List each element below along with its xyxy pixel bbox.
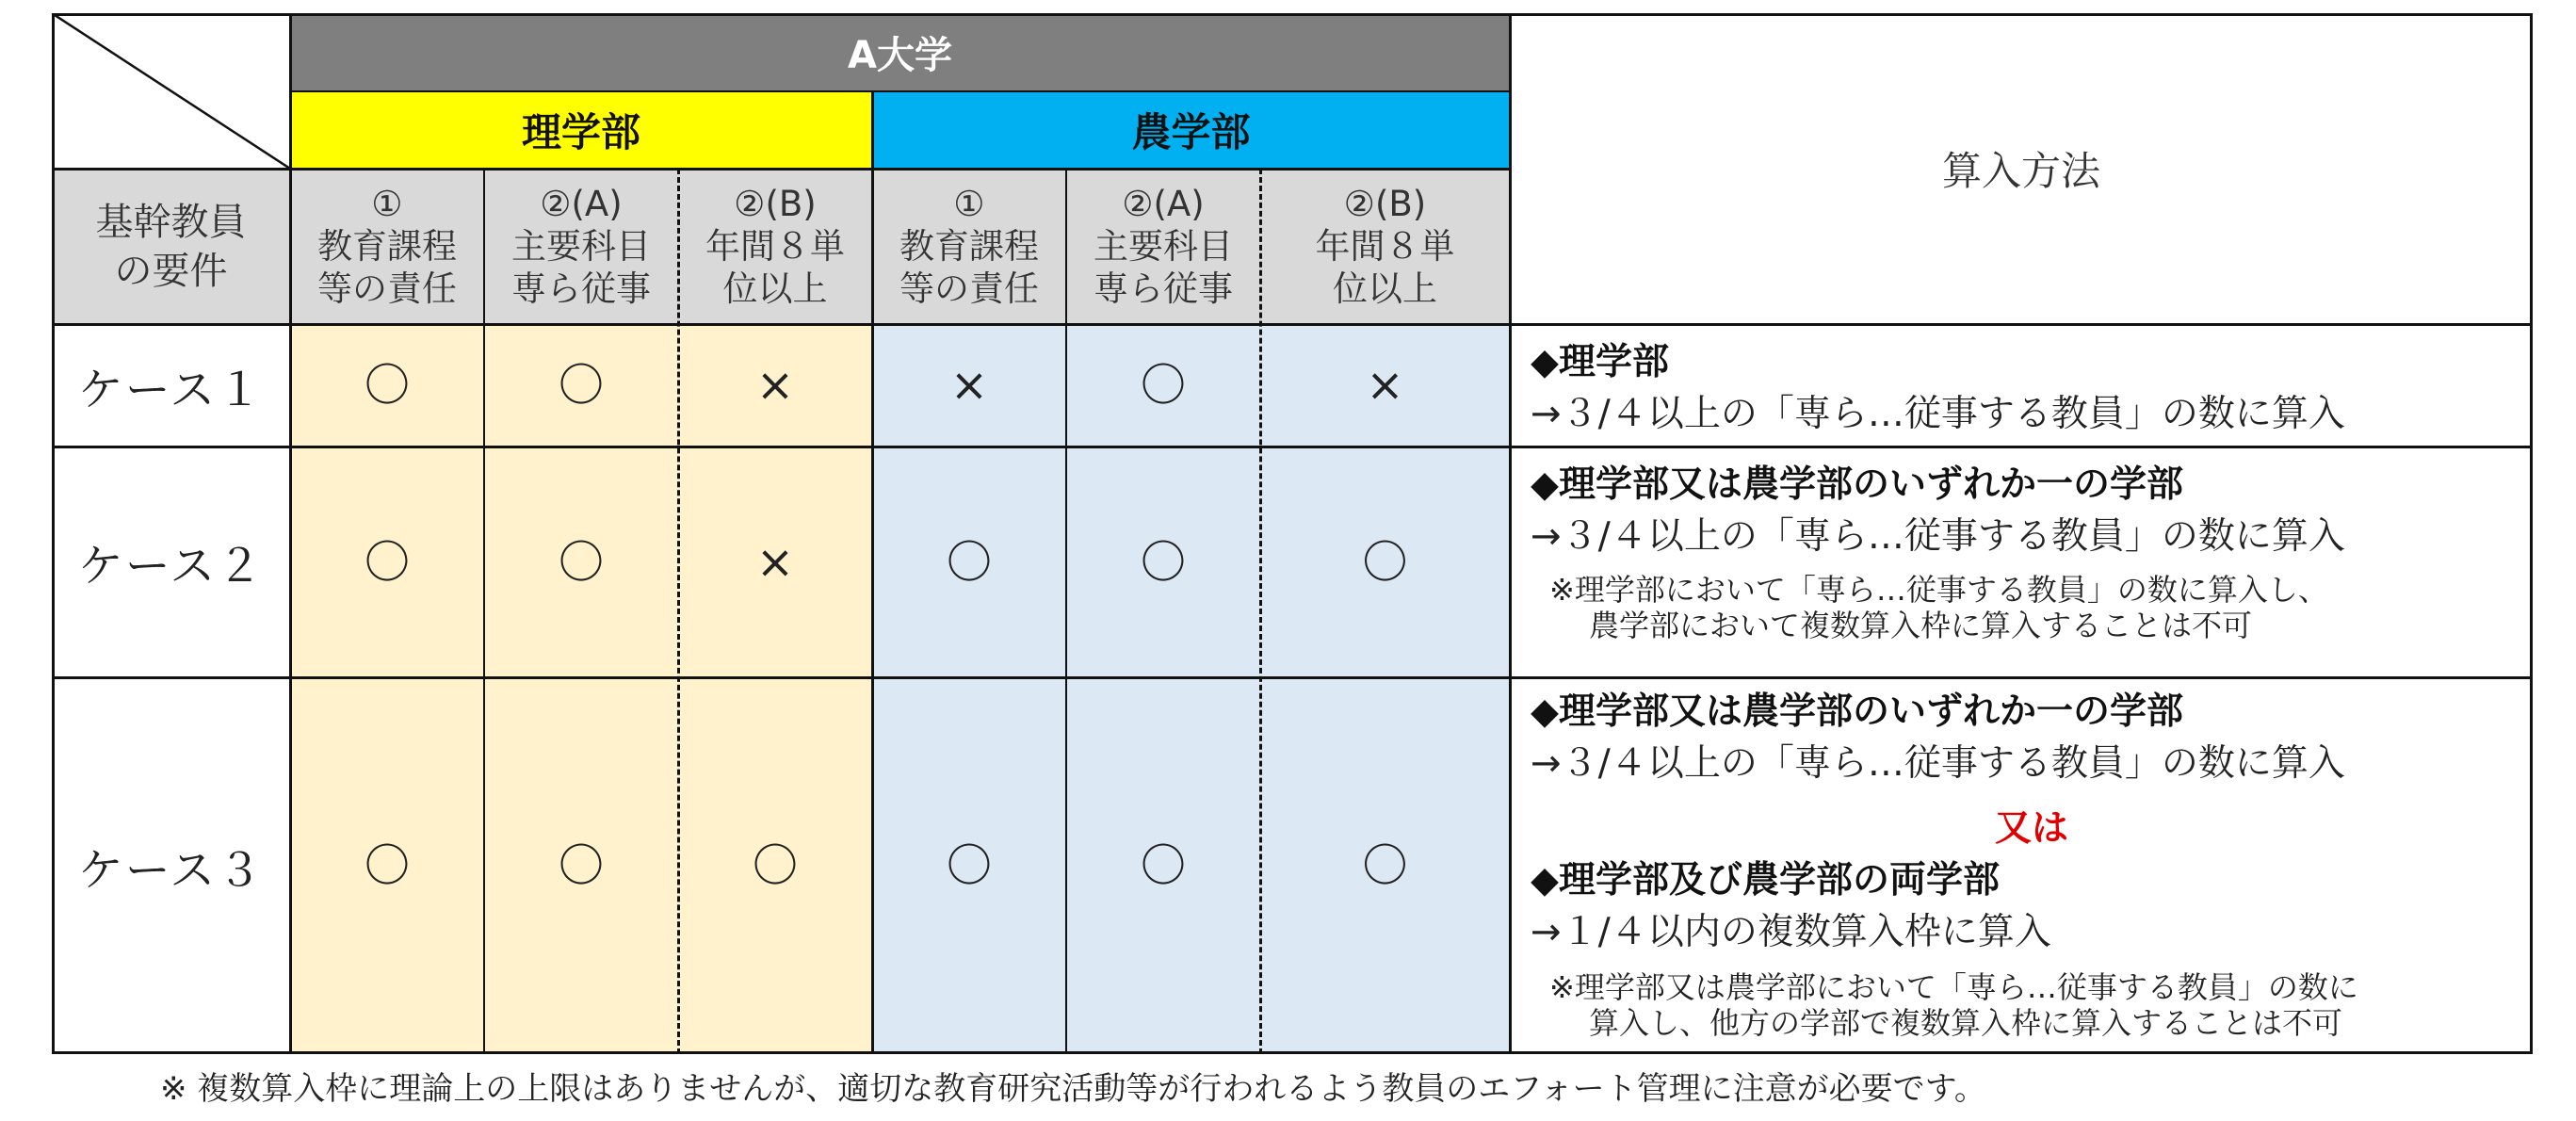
case1-mark xyxy=(290,324,484,447)
case1-method xyxy=(1510,329,2533,447)
dashed-divider xyxy=(677,169,680,1054)
border-right xyxy=(2530,13,2533,1054)
mark-symbol: × xyxy=(755,535,795,589)
criterion-line: 教育課程 xyxy=(317,226,457,267)
method-line: →３/４以上の「専ら…従事する教員」の数に算入 xyxy=(1531,393,2345,435)
method-note: ※理学部において「専ら…従事する教員」の数に算入し、 xyxy=(1549,572,2328,608)
case1-mark xyxy=(1260,324,1510,447)
mark-symbol: × xyxy=(949,359,989,412)
case1-mark xyxy=(1066,324,1260,447)
method-header xyxy=(1510,13,2533,324)
mark-symbol: 〇 xyxy=(1140,839,1186,892)
mark-symbol: × xyxy=(1366,359,1404,412)
case-label xyxy=(52,447,290,677)
requirement-label-line1: 基幹教員 xyxy=(95,200,247,244)
criterion-line: 等の責任 xyxy=(317,268,457,309)
case1-mark xyxy=(678,324,872,447)
criterion-header-agriculture-2a xyxy=(1066,169,1260,324)
criterion-header-science-1 xyxy=(290,169,484,324)
criterion-line: 教育課程 xyxy=(899,226,1039,267)
criterion-header-agriculture-1 xyxy=(872,169,1066,324)
criterion-line: 専ら従事 xyxy=(511,268,651,309)
requirement-label-line2: の要件 xyxy=(114,249,228,293)
dashed-divider xyxy=(1259,169,1262,1054)
case3-mark xyxy=(1066,677,1260,1054)
university-name: A大学 xyxy=(848,34,952,77)
criterion-num: ②(B) xyxy=(1343,184,1427,224)
mark-symbol: 〇 xyxy=(752,839,798,892)
criterion-line: 主要科目 xyxy=(511,226,651,267)
mark-symbol: 〇 xyxy=(1362,839,1408,892)
requirement-label-cell xyxy=(52,169,290,324)
case2-method xyxy=(1510,451,2533,677)
divider xyxy=(289,13,292,1054)
divider xyxy=(1509,13,1512,1054)
mark-symbol: 〇 xyxy=(1140,359,1186,412)
divider xyxy=(871,91,874,1054)
criterion-line: 位以上 xyxy=(722,268,828,309)
method-heading: ◆理学部及び農学部の両学部 xyxy=(1531,859,2000,902)
requirements-table xyxy=(52,13,2533,1054)
case3-mark xyxy=(872,677,1066,1054)
mark-symbol: 〇 xyxy=(558,359,604,412)
case3-mark xyxy=(484,677,678,1054)
faculty-science-header xyxy=(290,91,872,169)
case-label-text: ケース１ xyxy=(77,363,265,416)
case2-mark xyxy=(484,447,678,677)
case2-mark xyxy=(1066,447,1260,677)
mark-symbol: 〇 xyxy=(558,839,604,892)
mark-symbol: 〇 xyxy=(946,535,992,589)
method-title: 算入方法 xyxy=(1941,148,2100,194)
diagonal-line xyxy=(52,13,290,169)
divider xyxy=(1065,169,1067,1054)
criterion-line: 位以上 xyxy=(1333,268,1437,309)
mark-symbol: 〇 xyxy=(364,359,410,412)
case2-mark xyxy=(1260,447,1510,677)
case3-mark xyxy=(1260,677,1510,1054)
method-heading: ◆理学部又は農学部のいずれか一の学部 xyxy=(1531,463,2183,506)
divider xyxy=(290,90,1510,92)
border-top xyxy=(52,13,2533,16)
case1-mark xyxy=(872,324,1066,447)
case-label xyxy=(52,677,290,1054)
case2-mark xyxy=(678,447,872,677)
case-label xyxy=(52,324,290,447)
case1-mark xyxy=(484,324,678,447)
criterion-num: ②(A) xyxy=(1122,184,1205,224)
case3-mark xyxy=(678,677,872,1054)
method-or: 又は xyxy=(1994,807,2068,850)
criterion-num: ① xyxy=(953,184,985,224)
criterion-header-science-2b xyxy=(678,169,872,324)
divider xyxy=(483,169,485,1054)
criterion-line: 等の責任 xyxy=(899,268,1039,309)
mark-symbol: 〇 xyxy=(1362,535,1408,589)
case2-mark xyxy=(290,447,484,677)
footnote: ※ 複数算入枠に理論上の上限はありませんが、適切な教育研究活動等が行われるよう教員のエフォート管理に注意が必要です。 xyxy=(160,1070,1986,1108)
faculty-agriculture-name: 農学部 xyxy=(1131,109,1251,155)
case-label-text: ケース２ xyxy=(77,540,265,593)
divider xyxy=(52,323,2533,326)
diagonal-corner-cell xyxy=(52,13,290,169)
criterion-header-agriculture-2b xyxy=(1260,169,1510,324)
criterion-line: 年間８単 xyxy=(705,226,845,267)
mark-symbol: 〇 xyxy=(364,535,410,589)
case3-mark xyxy=(290,677,484,1054)
criterion-line: 主要科目 xyxy=(1094,226,1233,267)
divider xyxy=(52,168,1510,171)
mark-symbol: 〇 xyxy=(364,839,410,892)
method-note: 算入し、他方の学部で複数算入枠に算入することは不可 xyxy=(1589,1005,2343,1041)
method-heading: ◆理学部又は農学部のいずれか一の学部 xyxy=(1531,690,2183,733)
mark-symbol: × xyxy=(755,359,795,412)
divider xyxy=(52,676,2533,679)
case2-mark xyxy=(872,447,1066,677)
criterion-line: 専ら従事 xyxy=(1094,268,1233,309)
border-bottom xyxy=(52,1051,2533,1054)
mark-symbol: 〇 xyxy=(1140,535,1186,589)
criterion-num: ②(B) xyxy=(734,184,817,224)
method-line: →３/４以上の「専ら…従事する教員」の数に算入 xyxy=(1531,515,2345,558)
method-note: ※理学部又は農学部において「専ら…従事する教員」の数に xyxy=(1549,969,2358,1005)
criterion-num: ① xyxy=(371,184,403,224)
border-left xyxy=(52,13,55,1054)
divider xyxy=(52,446,2533,448)
method-heading: ◆理学部 xyxy=(1531,341,1669,383)
criterion-num: ②(A) xyxy=(540,184,623,224)
university-header xyxy=(290,13,1510,91)
criterion-line: 年間８単 xyxy=(1315,226,1455,267)
faculty-science-name: 理学部 xyxy=(521,109,640,155)
method-note: 農学部において複数算入枠に算入することは不可 xyxy=(1589,608,2253,643)
method-line: →３/４以上の「専ら…従事する教員」の数に算入 xyxy=(1531,742,2345,785)
case-label-text: ケース３ xyxy=(77,843,265,897)
mark-symbol: 〇 xyxy=(558,535,604,589)
criterion-header-science-2a xyxy=(484,169,678,324)
mark-symbol: 〇 xyxy=(946,839,992,892)
method-line: →１/４以内の複数算入枠に算入 xyxy=(1531,911,2051,953)
case3-method xyxy=(1510,680,2533,1054)
faculty-agriculture-header xyxy=(872,91,1510,169)
